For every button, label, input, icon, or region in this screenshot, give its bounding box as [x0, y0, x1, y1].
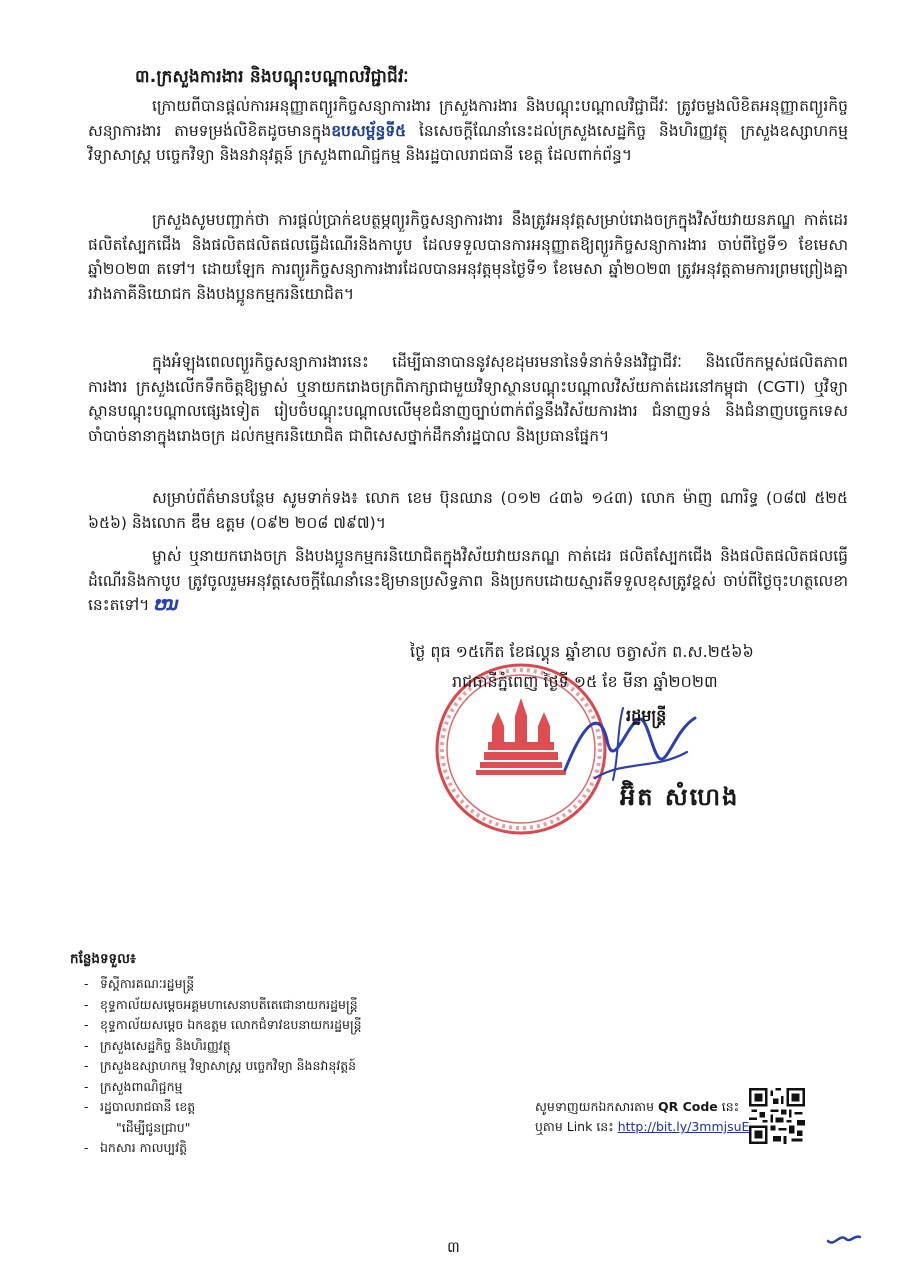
- paragraph-2: ក្រសួងសូមបញ្ជាក់ថា ការផ្តល់ប្រាក់ឧបត្ថម្ភព្យួរកិច្ចសន្យាការងារ នឹងត្រូវអនុវត្តសម្រាប់រោងចក្រក្នុងវិស័យវាយនភណ្ឌ កាត់ដេរ ផលិតស្បែកជើង និងផលិតផលិតផលធ្វើដំណើរនិងកាបូប ដែលទទួលបានការអនុញ្ញាតឱ្យព្យួរកិច្ចសន្យាការងារ ចាប់ពីថ្ងៃទី១ ខែមេសា ឆ្នាំ២០២៣ តទៅ។ ដោយឡែក ការព្យួរកិច្ចសន្យាការងារដែលបានអនុវត្តមុនថ្ងៃទី១ ខែមេសា ឆ្នាំ២០២៣ ត្រូវអនុវត្តតាមការព្រមព្រៀងគ្នារវាងភាគីនិយោជក និងបងប្អូនកម្មករនិយោជិត។: [88, 211, 848, 303]
- list-item: "ដើម្បីជូនជ្រាប": [116, 1119, 191, 1135]
- recipients-list: [84, 974, 362, 1159]
- paragraph-5: [88, 544, 848, 618]
- list-item: - រដ្ឋបាលរាជធានី ខេត្ត: [84, 1099, 196, 1114]
- list-item: - ឯកសារ កាលប្បវត្តិ: [84, 1140, 188, 1155]
- list-item: - ក្រសួងឧស្សាហកម្ម វិទ្យាសាស្ត្រ បច្ចេកវិទ្យា និងនវានុវត្តន៍: [84, 1058, 357, 1073]
- qr-code-icon[interactable]: [749, 1088, 805, 1144]
- qr-download-note: [535, 1097, 749, 1137]
- list-item: - ក្រសួងពាណិជ្ជកម្ម: [84, 1078, 183, 1094]
- signer-name: អ៊ិត សំហេង: [620, 783, 740, 811]
- qr-note-line-2: ឬតាម Link នេះ http://bit.ly/3mmjsuE: [535, 1119, 750, 1134]
- list-item: - ខុទ្ទកាល័យសម្តេច ឯកឧត្តម លោកជំទាវឧបនាយករដ្ឋមន្ត្រី: [84, 1017, 362, 1032]
- paragraph-1-text-b: នៃសេចក្តីណែនាំនេះដល់ក្រសួងសេដ្ឋកិច្ច និងហិរញ្ញវត្ថុ ក្រសួងឧស្សាហកម្ម វិទ្យាសាស្ត្រ បច្ចេកវិទ្យា និងនវានុវត្តន៍ ក្រសួងពាណិជ្ជកម្ម និងរដ្ឋបាលរាជធានី ខេត្ត ដែលពាក់ព័ន្ធ។: [88, 121, 848, 164]
- paragraph-1: [88, 94, 848, 168]
- annex-reference: ឧបសម្ព័ន្ធទី៥: [331, 121, 407, 140]
- qr-note-line-1: សូមទាញយកឯកសារតាម QR Code នេះ: [535, 1099, 740, 1114]
- list-item: - ខុទ្ទកាល័យសម្តេចអគ្គមហាសេនាបតីតេជោនាយករដ្ឋមន្ត្រី: [84, 996, 358, 1012]
- paragraph-1-text-a: ក្រោយពីបានផ្តល់ការអនុញ្ញាតព្យួរកិច្ចសន្យាការងារ ក្រសួងការងារ និងបណ្តុះបណ្តាលវិជ្ជាជីវៈ ត្រូវចម្លងលិខិតអនុញ្ញាតព្យួរកិច្ចសន្យាការងារ តាមទម្រង់លិខិតដូចមានក្នុង: [88, 97, 848, 140]
- page-number: ៣: [447, 1238, 460, 1256]
- lunar-date: ថ្ងៃ ពុធ ១៥កើត ខែផល្គុន ឆ្នាំខាល ចត្វាស័ក ព.ស.២៥៦៦: [410, 642, 754, 661]
- recipients-title: កន្លែងទទួល៖: [70, 951, 136, 967]
- list-item: - ទីស្តីការគណៈរដ្ឋមន្ត្រី: [84, 976, 195, 991]
- section-heading: ៣.ក្រសួងការងារ និងបណ្តុះបណ្តាលវិជ្ជាជីវៈ: [135, 67, 409, 87]
- handwritten-initial: ໜ: [154, 594, 179, 615]
- paragraph-3: ក្នុងអំឡុងពេលព្យួរកិច្ចសន្យាការងារនេះ ដើម្បីធានាបាននូវសុខដុមរមនានៃទំនាក់ទំនងវិជ្ជាជីវៈ និងលើកកម្ពស់ផលិតភាពការងារ ក្រសួងលើកទឹកចិត្តឱ្យម្ចាស់ ឬនាយករោងចក្រពិភាក្សាជាមួយវិទ្យាស្ថានបណ្តុះបណ្តាលវិស័យកាត់ដេរនៅកម្ពុជា (CGTI) ឬវិទ្យាស្ថានបណ្តុះបណ្តាលផ្សេងទៀត រៀបចំបណ្តុះបណ្តាលលើមុខជំនាញច្បាប់ពាក់ព័ន្ធនឹងវិស័យការងារ ជំនាញទន់ និងជំនាញបច្ចេកទេសចាំបាច់នានាក្នុងរោងចក្រ ដល់កម្មករនិយោជិត ជាពិសេសថ្នាក់ដឹកនាំរដ្ឋបាល និងប្រធានផ្នែក។: [88, 353, 848, 445]
- paragraph-5-text: ម្ចាស់ ឬនាយករោងចក្រ និងបងប្អូនកម្មករនិយោជិតក្នុងវិស័យវាយនភណ្ឌ កាត់ដេរ ផលិតស្បែកជើង និងផលិតផលិតផលធ្វើដំណើរនិងកាបូប ត្រូវចូលរួមអនុវត្តសេចក្តីណែនាំនេះឱ្យមានប្រសិទ្ធភាព និងប្រកបដោយស្មារតីទទួលខុសត្រូវខ្ពស់ ចាប់ពីថ្ងៃចុះហត្ថលេខានេះតទៅ។: [88, 547, 848, 614]
- paragraph-4-contacts: សម្រាប់ព័ត៌មានបន្ថែម សូមទាក់ទង៖ លោក ខេម ប៊ុនឈាន (០១២ ៤៣៦ ១៤៣) លោក ម៉ាញ ណារិទ្ធ (០៨៧ ៥២៥ ៦៥៦) និងលោក ឌឹម ឧត្តម (០៩២ ២០៨ ៧៩៧)។: [88, 489, 848, 532]
- list-item: - ក្រសួងសេដ្ឋកិច្ច និងហិរញ្ញវត្ថុ: [84, 1037, 231, 1053]
- handwritten-mark-icon: [826, 1229, 862, 1249]
- download-link[interactable]: http://bit.ly/3mmjsuE: [617, 1119, 750, 1134]
- signer-title: រដ្ឋមន្ត្រី: [626, 706, 667, 725]
- solar-date: រាជធានីភ្នំពេញ ថ្ងៃទី ១៥ ខែ មីនា ឆ្នាំ២០២៣: [452, 672, 718, 691]
